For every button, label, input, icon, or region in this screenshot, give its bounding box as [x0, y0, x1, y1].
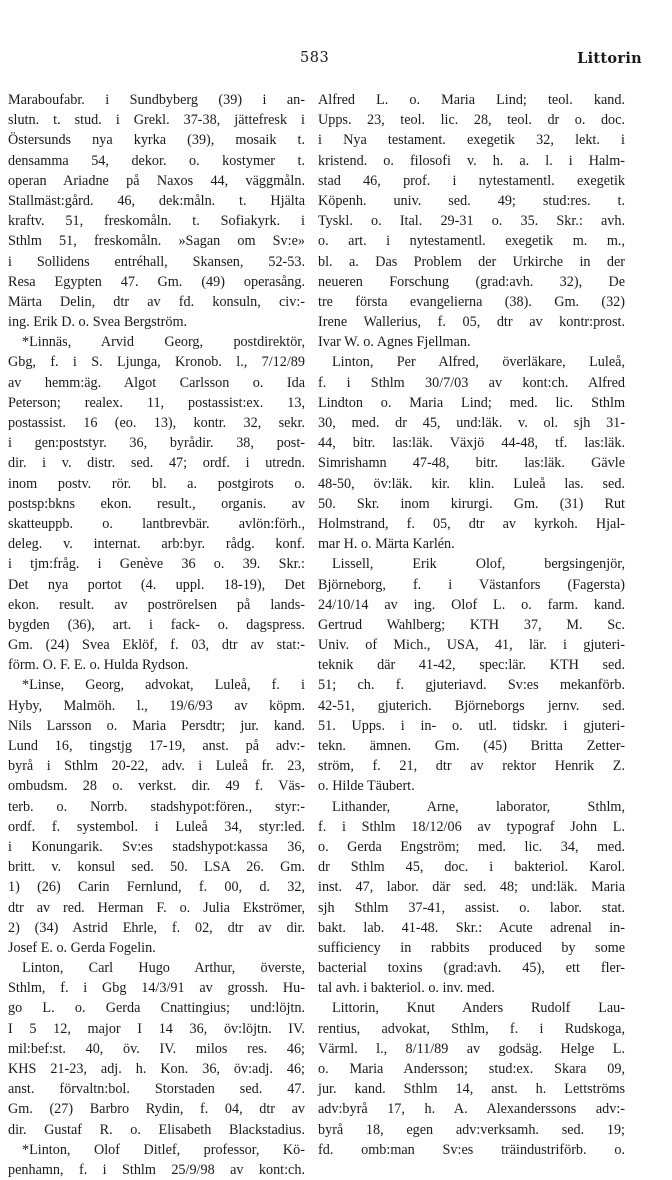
text-line: f. i Sthlm 30/7/03 av kont:ch. Alfred [318, 374, 625, 391]
text-line: ombudsm. 28 o. verkst. dir. 49 f. Väs- [8, 778, 305, 795]
running-head: Littorin [577, 50, 642, 67]
text-line: Gm. (24) Svea Eklöf, f. 03, dtr av stat:- [8, 637, 305, 654]
text-line: Sthlm, f. i Gbg 14/3/91 av grossh. Hu- [8, 980, 305, 997]
text-line: Lindton o. Maria Lind; med. lic. Sthlm [318, 394, 625, 411]
text-line: Ivar W. o. Agnes Fjellman. [318, 334, 471, 351]
text-line: 24/10/14 av ing. Olof L. o. farm. kand. [318, 596, 625, 613]
text-line: Köpenh. univ. sed. 49; stud:res. t. [318, 192, 625, 209]
text-line: Märta Delin, dtr av fd. konsuln, civ:- [8, 293, 305, 310]
text-line: 48-50, öv:läk. kir. klin. Luleå las. sed. [318, 475, 625, 492]
entry-heading-line: Lithander, Arne, laborator, Sthlm, [332, 798, 625, 815]
text-line: britt. v. konsul sed. 50. LSA 26. Gm. [8, 859, 305, 876]
text-line: ing. Erik D. o. Svea Bergström. [8, 314, 188, 331]
text-line: 50. Skr. inom kirurgi. Gm. (31) Rut [318, 495, 625, 512]
text-line: Östersunds nya kyrka (39), mosaik t. [8, 132, 305, 149]
text-line: fd. omb:man Sv:es träindustriförb. o. [318, 1141, 625, 1158]
text-line: tal avh. i bakteriol. o. inv. med. [318, 980, 495, 997]
text-line: bl. a. Das Problem der Urkirche in der [318, 253, 625, 270]
text-line: av hemm:äg. Algot Carlsson o. Ida [8, 374, 305, 391]
text-line: bacterial toxins (grad:avh. 45), ett fler- [318, 960, 625, 977]
text-line: Björneborg, f. i Västanfors (Fagersta) [318, 576, 625, 593]
text-line: kristend. o. filosofi v. h. a. l. i Halm- [318, 152, 625, 169]
text-line: Upps. 23, teol. lic. 28, teol. dr o. doc. [318, 112, 625, 129]
text-line: i Konungarik. Sv:es stadshypot:kassa 36, [8, 838, 305, 855]
text-line: operan Ariadne på Naxos 44, väggmåln. [8, 172, 305, 189]
text-line: penhamn, f. i Sthlm 25/9/98 av kont:ch. [8, 1161, 305, 1178]
left-column [8, 90, 305, 1180]
text-line: Det nya portot (4. uppl. 18-19), Det [8, 576, 305, 593]
text-line: mar H. o. Märta Karlén. [318, 536, 455, 553]
text-line: o. art. i nytestamentl. exegetik m. m., [318, 233, 625, 250]
text-line: inom postv. rör. bl. a. postgirots o. [8, 475, 305, 492]
text-line: adv:byrå 17, h. A. Alexanderssons adv:- [318, 1101, 625, 1118]
right-column [318, 90, 625, 1160]
text-line: rentius, advokat, Sthlm, f. i Rudskoga, [318, 1020, 625, 1037]
text-line: Irene Wallerius, f. 05, dtr av kontr:prost. [318, 314, 625, 331]
text-line: o. Maria Andersson; stud:ex. Skara 09, [318, 1061, 625, 1077]
text-line: 30, med. dr 45, und:läk. v. ol. sjh 31- [318, 415, 625, 431]
text-line: Resa Egypten 47. Gm. (49) operasång. [8, 273, 305, 290]
text-line: inst. 47, labor. där sed. 48; und:läk. Maria [318, 879, 625, 896]
text-line: tekn. ämnen. Gm. (45) Britta Zetter- [318, 738, 625, 754]
text-line: go L. o. Gerda Cnattingius; und:löjtn. [8, 1000, 305, 1017]
text-line: mil:bef:st. 40, öv. IV. milos res. 46; [8, 1040, 305, 1057]
text-line: Simrishamn 47-48, bitr. las:läk. Gävle [318, 455, 625, 472]
entry-heading-line: *Linton, Olof Ditlef, professor, Kö- [22, 1141, 305, 1158]
text-line: terb. o. Norrb. stadshypot:fören., styr:- [8, 798, 305, 815]
text-line: anst. förvaltn:bol. Storstaden sed. 47. [8, 1081, 305, 1098]
text-line: förm. O. F. E. o. Hulda Rydson. [8, 657, 189, 674]
text-line: teknik där 41-42, spec:lär. KTH sed. [318, 657, 625, 674]
text-line: 42-51, gjuterich. Björneborgs jernv. sed. [318, 697, 625, 714]
text-line: ordf. f. systembol. i Luleå 34, styr:led. [8, 818, 305, 835]
text-line: i gen:poststyr. 36, byrådir. 38, post- [8, 435, 305, 452]
text-line: byrå i Sthlm 20-22, adv. i Luleå fr. 23, [8, 758, 305, 775]
text-line: i tjm:fråg. i Genève 36 o. 39. Skr.: [8, 556, 305, 573]
entry-heading-line: Lissell, Erik Olof, bergsingenjör, [332, 556, 625, 573]
text-line: i Sollidens entréhall, Skansen, 52-53. [8, 253, 305, 270]
text-line: skatteuppb. o. lantbrevbär. avlön:förh., [8, 515, 305, 532]
text-line: dir. Gustaf R. o. Elisabeth Blackstadius. [8, 1121, 305, 1138]
text-line: Nils Larsson o. Maria Persdtr; jur. kand. [8, 717, 305, 734]
text-line: o. Hilde Täubert. [318, 778, 415, 795]
text-line: dr Sthlm 45, doc. i bakteriol. Karol. [318, 859, 625, 876]
text-line: 51. Upps. i in- o. utl. tidskr. i gjuteri- [318, 717, 625, 734]
text-line: jur. kand. Sthlm 14, anst. h. Lettströms [318, 1081, 625, 1098]
text-line: 51; ch. f. gjuteriavd. Sv:es mekanförb. [318, 677, 625, 694]
text-line: 44, bitr. las:läk. Växjö 44-48, tf. las:läk. [318, 435, 625, 452]
text-line: kraftv. 51, freskomåln. t. Sofiakyrk. i [8, 213, 305, 230]
text-line: Sthlm 51, freskomåln. »Sagan om Sv:e» [8, 233, 305, 250]
text-line: Maraboufabr. i Sundbyberg (39) i an- [8, 92, 305, 108]
text-line: postassist. 16 (eo. 13), kontr. 32, sekr. [8, 415, 305, 431]
text-line: o. Gerda Engström; med. lic. 34, med. [318, 838, 625, 855]
text-line: Gm. (27) Barbro Rydin, f. 04, dtr av [8, 1101, 305, 1118]
text-line: byrå 18, egen adv:verksamh. sed. 19; [318, 1121, 625, 1138]
text-line: I 5 12, major I 14 36, öv:löjtn. IV. [8, 1020, 305, 1037]
text-line: sjh Sthlm 37-41, assist. o. labor. stat. [318, 899, 625, 916]
text-line: Peterson; realex. 11, postassist:ex. 13, [8, 394, 305, 411]
text-line: postsp:bkns ekon. result., organis. av [8, 495, 305, 512]
text-line: slutn. t. stud. i Grekl. 37-38, jättefresk i [8, 112, 305, 129]
text-line: ekon. result. av poströrelsen på lands- [8, 596, 305, 613]
text-line: Värml. l., 8/11/89 av godsäg. Helge L. [318, 1040, 625, 1057]
entry-heading-line: Littorin, Knut Anders Rudolf Lau- [332, 1000, 625, 1017]
entry-heading-line: *Linse, Georg, advokat, Luleå, f. i [22, 677, 305, 694]
text-line: i Nya testament. exegetik 32, lekt. i [318, 132, 625, 149]
text-line: Hyby, Malmöh. l., 19/6/93 av köpm. [8, 697, 305, 714]
text-line: deleg. v. internat. arb:byr. rådg. konf. [8, 536, 305, 553]
text-line: Gbg, f. i S. Ljunga, Kronob. l., 7/12/89 [8, 354, 305, 371]
text-line: stad 46, prof. i nytestamentl. exegetik [318, 172, 625, 189]
text-line: neueren Forschung (grad:avh. 32), De [318, 273, 625, 290]
entry-heading-line: Linton, Per Alfred, överläkare, Luleå, [332, 354, 625, 371]
text-line: f. i Sthlm 18/12/06 av typograf John L. [318, 818, 625, 835]
text-line: 2) (34) Astrid Ehrle, f. 02, dtr av dir. [8, 919, 305, 936]
text-line: Stallmäst:gård. 46, dek:måln. t. Hjälta [8, 192, 305, 209]
text-line: bygden (36), art. i fack- o. dagspress. [8, 616, 305, 633]
page-number: 583 [300, 50, 330, 66]
text-line: dtr av red. Herman F. o. Julia Ekströmer, [8, 899, 305, 916]
text-line: Josef E. o. Gerda Fogelin. [8, 939, 156, 956]
text-line: tre första evangelierna (38). Gm. (32) [318, 293, 625, 310]
page-header [0, 50, 672, 76]
entry-heading-line: *Linnäs, Arvid Georg, postdirektör, [22, 334, 305, 351]
text-line: sufficiency in rabbits produced by some [318, 939, 625, 956]
text-line: Tyskl. o. Ital. 29-31 o. 35. Skr.: avh. [318, 213, 625, 230]
text-line: Holmstrand, f. 05, dtr av kyrkoh. Hjal- [318, 515, 625, 532]
text-line: dir. i v. distr. sed. 47; ordf. i utredn. [8, 455, 305, 472]
text-line: Alfred L. o. Maria Lind; teol. kand. [318, 92, 625, 108]
text-line: Lund 16, tingstjg 17-19, anst. på adv:- [8, 738, 305, 754]
text-line: densamma 54, dekor. o. kostymer t. [8, 152, 305, 169]
text-line: ström, f. 21, dtr av rektor Henrik Z. [318, 758, 625, 775]
text-line: 1) (26) Carin Fernlund, f. 00, d. 32, [8, 879, 305, 896]
entry-heading-line: Linton, Carl Hugo Arthur, överste, [22, 960, 305, 977]
text-line: KHS 21-23, adj. h. Kon. 36, öv:adj. 46; [8, 1061, 305, 1077]
text-line: bakt. lab. 41-48. Skr.: Acute adrenal in- [318, 919, 625, 936]
text-line: Univ. of Mich., USA, 41, lär. i gjuteri- [318, 637, 625, 654]
text-line: Gertrud Wahlberg; KTH 37, M. Sc. [318, 616, 625, 633]
